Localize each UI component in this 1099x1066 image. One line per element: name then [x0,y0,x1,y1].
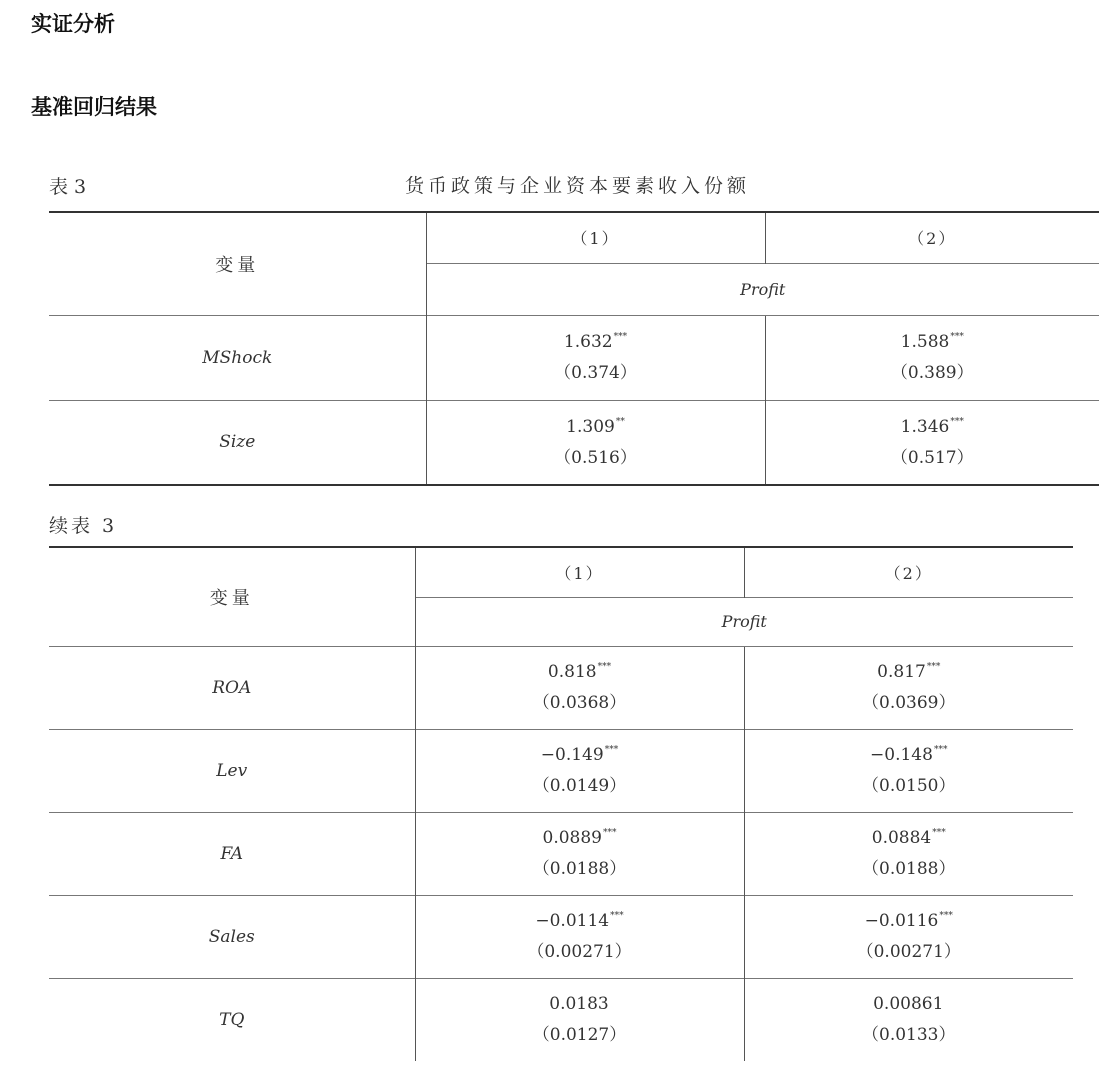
variable-header: 变量 [209,587,254,609]
significance-stars: *** [926,662,941,672]
regression-table-1 [49,211,1099,486]
significance-stars: *** [933,745,948,755]
coefficient-cell [415,978,744,1061]
coefficient-line [745,995,1074,1013]
standard-error: （0.0127） [532,1025,627,1046]
coefficient-cell [744,895,1073,978]
coefficient-line [416,912,744,930]
dependent-variable: Profit [415,597,1073,646]
coefficient-line [427,418,765,436]
table-row [49,315,1099,400]
coefficient-value: 0.817 [877,662,926,682]
standard-error: （0.0188） [862,859,956,879]
coefficient-value: 0.0884 [871,828,932,848]
coefficient-cell [765,315,1099,400]
standard-error: （0.00271） [856,942,961,962]
table2-label: 续表 3 [49,515,118,537]
significance-stars: *** [597,662,612,672]
coefficient-value: 0.00861 [873,994,944,1015]
coefficient-line [766,333,1099,351]
table1-label: 表 3 [49,176,87,198]
coefficient-value: 1.588 [900,332,950,352]
significance-stars: *** [939,911,953,921]
coefficient-value: 1.309 [566,416,615,437]
coefficient-cell [744,729,1073,812]
subsection-heading: 基准回归结果 [31,95,157,119]
standard-error: （0.0368） [532,693,627,713]
coefficient-value: 0.0889 [542,828,602,848]
row-variable: Lev [49,729,415,812]
coefficient-value: 1.632 [563,332,613,352]
standard-error: （0.0188） [532,859,627,879]
coefficient-cell [415,895,744,978]
row-variable: Size [49,400,426,485]
significance-stars: *** [610,911,624,921]
coefficient-value: −0.149 [540,745,604,765]
row-variable: Sales [49,895,415,978]
column-header-1: （1） [426,212,765,263]
coefficient-line [416,746,744,764]
table-row [49,812,1073,895]
coefficient-cell [415,729,744,812]
table-row [49,646,1073,729]
standard-error: （0.0150） [862,776,956,796]
coefficient-line [745,746,1074,764]
significance-stars: ** [615,416,625,427]
row-variable: TQ [49,978,415,1061]
significance-stars: *** [602,828,617,838]
table-row [49,978,1073,1061]
significance-stars: *** [604,745,619,755]
significance-stars: *** [950,416,964,427]
coefficient-value: −0.148 [870,745,933,765]
standard-error: （0.517） [890,447,974,468]
standard-error: （0.516） [554,447,637,468]
row-variable: MShock [49,315,426,400]
coefficient-line [766,418,1099,436]
variable-header: 变量 [215,254,260,276]
coefficient-value: −0.0114 [535,911,610,931]
coefficient-cell [744,978,1073,1061]
coefficient-line [416,995,744,1013]
coefficient-line [427,333,765,351]
coefficient-line [745,912,1074,930]
section-heading: 实证分析 [31,12,115,36]
table-row [49,895,1073,978]
coefficient-line [745,829,1074,847]
standard-error: （0.0133） [862,1025,956,1046]
column-header-1: （1） [415,547,744,597]
significance-stars: *** [932,828,946,838]
coefficient-line [416,829,744,847]
coefficient-line [745,663,1074,681]
coefficient-cell [426,400,765,485]
regression-table-2 [49,546,1073,1061]
dependent-variable: Profit [426,263,1099,315]
table-row [49,400,1099,485]
standard-error: （0.389） [890,363,974,383]
coefficient-cell [744,646,1073,729]
standard-error: （0.0149） [532,776,627,796]
coefficient-value: 0.0183 [549,994,609,1015]
column-header-2: （2） [744,547,1073,597]
coefficient-line [416,663,744,681]
significance-stars: *** [613,332,628,342]
coefficient-value: −0.0116 [864,911,939,931]
table1-title: 货币政策与企业资本要素收入份额 [404,175,750,197]
standard-error: （0.374） [554,363,637,383]
coefficient-cell [415,646,744,729]
coefficient-cell [426,315,765,400]
standard-error: （0.0369） [862,693,956,713]
coefficient-value: 1.346 [900,416,950,437]
table-row [49,729,1073,812]
coefficient-cell [765,400,1099,485]
coefficient-cell [415,812,744,895]
coefficient-value: 0.818 [547,662,597,682]
significance-stars: *** [950,332,964,342]
column-header-2: （2） [765,212,1099,263]
row-variable: ROA [49,646,415,729]
standard-error: （0.00271） [527,942,632,962]
coefficient-cell [744,812,1073,895]
row-variable: FA [49,812,415,895]
